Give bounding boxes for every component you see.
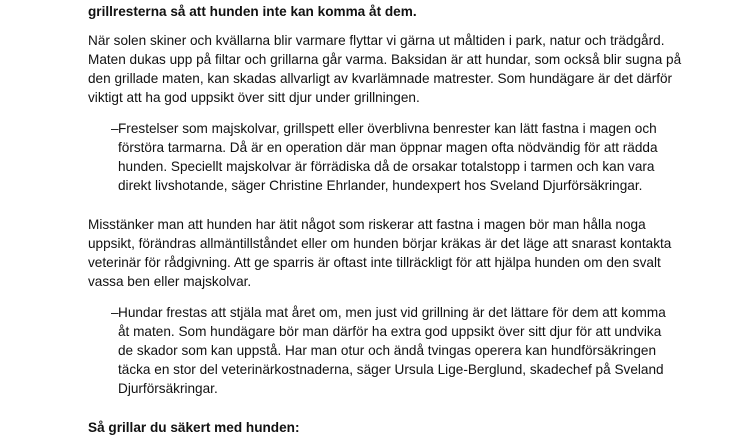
- quote-1-line: direkt livshotande, säger Christine Ehrlander, hundexpert hos Sveland Djurförsäkringar.: [118, 178, 643, 193]
- paragraph-1-line: den grillade maten, kan skadas allvarligt av kvarlämnade matrester. Som hundägare är det därför: [88, 71, 673, 86]
- spacer: [88, 107, 728, 119]
- paragraph-1-line: Maten dukas upp på filtar och grillarna går varma. Baksidan är att hundar, som också blir sugna på: [88, 52, 682, 67]
- paragraph-1-line: När solen skiner och kvällarna blir varmare flyttar vi gärna ut måltiden i park, natur och trädgård.: [88, 33, 665, 48]
- paragraph-2-line: Misstänker man att hunden har ätit något som riskerar att fastna i magen bör man hålla noga: [88, 217, 646, 232]
- paragraph-1-line: viktigt att ha god uppsikt över sitt djur under grillningen.: [88, 90, 420, 105]
- paragraph-1: [88, 31, 728, 107]
- spacer: [88, 291, 728, 303]
- spacer: [88, 195, 728, 215]
- dash-bullet: –: [111, 121, 119, 136]
- quote-1-line: hunden. Speciellt majskolvar är förrädiska då de orsakar totalstopp i tarmen och kan vara: [118, 159, 655, 174]
- section-heading: Så grillar du säkert med hunden:: [88, 420, 300, 435]
- spacer: [88, 398, 728, 418]
- intro-bold-line: grillresterna så att hunden inte kan komma åt dem.: [88, 4, 417, 19]
- quote-1-line: förstöra tarmarna. Då är en operation där man öppnar magen ofta nödvändig för att rädda: [118, 140, 658, 155]
- paragraph-2: [88, 215, 728, 291]
- quote-1-line: Frestelser som majskolvar, grillspett eller överblivna benrester kan lätt fastna i magen och: [118, 121, 657, 136]
- quote-2-line: täcka en stor del veterinärkostnaderna, säger Ursula Lige-Berglund, skadechef på Sveland: [118, 362, 664, 377]
- quote-2-line: Hundar frestas att stjäla mat året om, men just vid grillning är det lättare för dem att komma: [118, 305, 666, 320]
- document-body: [88, 2, 728, 437]
- quote-2-bullet: [88, 303, 728, 398]
- dash-bullet: –: [111, 305, 119, 320]
- spacer: [88, 21, 728, 31]
- quote-2-line: åt maten. Som hundägare bör man därför ha extra god uppsikt över sitt djur för att undvika: [118, 324, 662, 339]
- quote-2-line: Djurförsäkringar.: [118, 381, 218, 396]
- paragraph-2-line: uppsikt, förändras allmäntillståndet eller om hunden börjar kräkas är det läge att snarast kontakta: [88, 236, 672, 251]
- quote-1-bullet: [88, 119, 728, 195]
- paragraph-2-line: veterinär för rådgivning. Att ge sparris är oftast inte tillräckligt för att hjälpa hunden om den svalt: [88, 255, 661, 270]
- paragraph-2-line: vassa ben eller majskolvar.: [88, 274, 252, 289]
- quote-2-line: de skador som kan uppstå. Har man otur och ändå tvingas operera kan hundförsäkringen: [118, 343, 657, 358]
